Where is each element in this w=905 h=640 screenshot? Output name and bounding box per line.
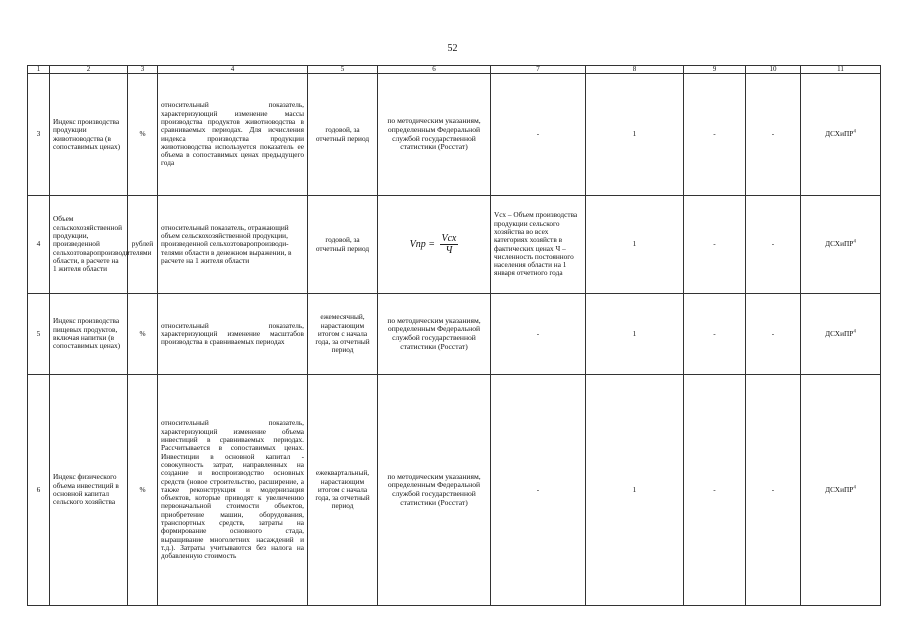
header-cell: 8 bbox=[586, 66, 684, 74]
method: по методическим указаниям, определенным Федеральной службой государственной статистики (Росстат) bbox=[378, 74, 491, 196]
indicator-name: Индекс физического объема инвестиций в основной капитал сельского хозяйства bbox=[50, 375, 128, 606]
col8-value: 1 bbox=[586, 294, 684, 375]
header-cell: 11 bbox=[801, 66, 881, 74]
col9-value: - bbox=[684, 74, 746, 196]
col10-value: - bbox=[746, 74, 801, 196]
header-cell: 10 bbox=[746, 66, 801, 74]
col9-value: - bbox=[684, 294, 746, 375]
col8-value: 1 bbox=[586, 196, 684, 294]
unit: % bbox=[128, 74, 158, 196]
responsible bbox=[801, 196, 881, 294]
responsible-name: ДСХиПР bbox=[825, 239, 854, 249]
header-cell: 6 bbox=[378, 66, 491, 74]
method: по методическим указаниям, определенным Федеральной службой государственной статистики (Росстат) bbox=[378, 294, 491, 375]
row-number: 3 bbox=[28, 74, 50, 196]
row-number: 4 bbox=[28, 196, 50, 294]
header-cell: 4 bbox=[158, 66, 308, 74]
indicators-table bbox=[27, 65, 881, 606]
definition: относительный показатель, отражающий объем сельскохозяйственной продукции, произведенной сельхозтоваропроизводи-телями области в денежном выражении, в расчете на 1 жителя области bbox=[158, 196, 308, 294]
responsible bbox=[801, 74, 881, 196]
header-cell: 2 bbox=[50, 66, 128, 74]
header-cell: 9 bbox=[684, 66, 746, 74]
row-number: 6 bbox=[28, 375, 50, 606]
method: по методическим указаниям, определенным Федеральной службой государственной статистики (Росстат) bbox=[378, 375, 491, 606]
definition: относительный показатель, характеризующий изменение масштабов производства в сравниваемых периодах bbox=[158, 294, 308, 375]
basic-indicators: - bbox=[491, 294, 586, 375]
unit: рублей bbox=[128, 196, 158, 294]
header-cell: 5 bbox=[308, 66, 378, 74]
header-cell: 7 bbox=[491, 66, 586, 74]
responsible-name: ДСХиПР bbox=[825, 484, 854, 494]
responsible-name: ДСХиПР bbox=[825, 129, 854, 139]
row-number: 5 bbox=[28, 294, 50, 375]
table-row bbox=[28, 74, 881, 196]
basic-indicators: - bbox=[491, 375, 586, 606]
footnote-mark: 4 bbox=[853, 239, 856, 245]
indicator-name: Объем сельскохозяйственной продукции, произведенной сельхозтоваропроизводителями области, в расчете на 1 жителя области bbox=[50, 196, 128, 294]
col10-value: - bbox=[746, 375, 801, 606]
unit: % bbox=[128, 375, 158, 606]
periodicity: ежеквартальный, нарастающим итогом с начала года, за отчетный период bbox=[308, 375, 378, 606]
periodicity: годовой, за отчетный период bbox=[308, 74, 378, 196]
table-row bbox=[28, 375, 881, 606]
responsible-name: ДСХиПР bbox=[825, 328, 854, 338]
header-cell: 1 bbox=[28, 66, 50, 74]
footnote-mark: 4 bbox=[853, 329, 856, 335]
periodicity: годовой, за отчетный период bbox=[308, 196, 378, 294]
definition: относительный показатель, характеризующий изменение массы производства продуктов животноводства в сравниваемых периодах. Для исчисления индекса производства продукции животноводства используется показатель ее объема в сопоставимых ценах предыдущего года bbox=[158, 74, 308, 196]
footnote-mark: 4 bbox=[853, 129, 856, 135]
col10-value: - bbox=[746, 196, 801, 294]
basic-indicators: - bbox=[491, 74, 586, 196]
formula-denominator: Ч bbox=[445, 245, 453, 256]
header-cell: 3 bbox=[128, 66, 158, 74]
formula-lhs: Vпр = bbox=[409, 238, 435, 250]
col9-value: - bbox=[684, 196, 746, 294]
indicator-name: Индекс производства продукции животноводства (в сопоставимых ценах) bbox=[50, 74, 128, 196]
indicator-name: Индекс производства пищевых продуктов, включая напитки (в сопоставимых ценах) bbox=[50, 294, 128, 375]
footnote-mark: 4 bbox=[853, 485, 856, 491]
col8-value: 1 bbox=[586, 375, 684, 606]
table-row bbox=[28, 196, 881, 294]
table-row bbox=[28, 294, 881, 375]
periodicity: ежемесячный, нарастающим итогом с начала года, за отчетный период bbox=[308, 294, 378, 375]
formula-numerator: Vсх bbox=[441, 233, 457, 244]
basic-indicators: Vсх – Объем производства продукции сельского хозяйства во всех категориях хозяйств в фактических ценах Ч – численность постоянного населения области на 1 января отчетного года bbox=[491, 196, 586, 294]
col8-value: 1 bbox=[586, 74, 684, 196]
responsible bbox=[801, 294, 881, 375]
col10-value: - bbox=[746, 294, 801, 375]
header-row bbox=[28, 66, 881, 74]
definition: относительный показатель, характеризующий изменение объема инвестиций в сравниваемых периодах. Рассчитывается в сопоставимых ценах. Инвестиции в основной капитал - совокупность затрат, направленных на создание и воспроизводство основных средств (новое строительство, расширение, а также реконструкция и модернизация объектов, которые приводят к увеличению первоначальной стоимости объектов, приобретение машин, оборудования, транспортных средств, затраты на формирование основного стада, выращивание многолетних насаждений и т.д.). Затраты учитываются без налога на добавленную стоимость bbox=[158, 375, 308, 606]
formula-fraction bbox=[440, 233, 459, 256]
responsible bbox=[801, 375, 881, 606]
col9-value: - bbox=[684, 375, 746, 606]
page-number: 52 bbox=[447, 43, 458, 54]
unit: % bbox=[128, 294, 158, 375]
formula bbox=[378, 196, 491, 294]
